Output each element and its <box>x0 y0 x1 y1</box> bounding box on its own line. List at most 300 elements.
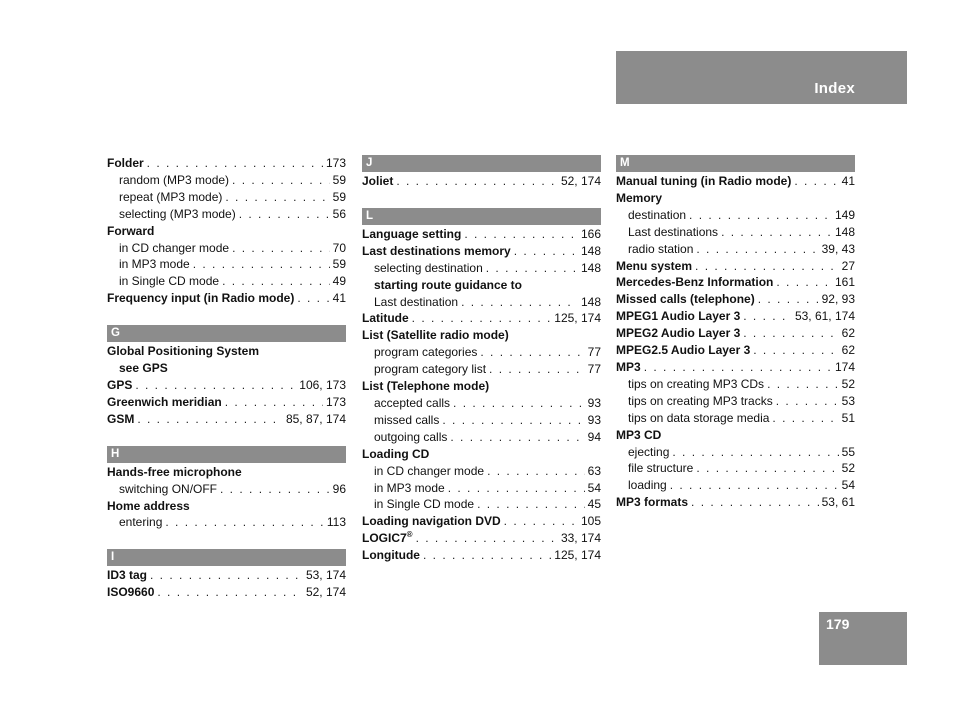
section-gap <box>362 190 601 208</box>
entry-term-text: repeat (MP3 mode) <box>119 189 223 204</box>
entry-page-refs: 106, 173 <box>299 377 346 392</box>
entry-page-refs: 55 <box>841 444 855 459</box>
dot-leader <box>487 463 585 480</box>
dot-leader <box>776 274 832 291</box>
entry-term-text: GSM <box>107 411 135 426</box>
header-tab <box>616 51 907 104</box>
entry-term-text: MPEG2 Audio Layer 3 <box>616 326 741 341</box>
section-gap <box>107 428 346 446</box>
entry-term <box>119 172 229 189</box>
section-letter-header: J <box>362 155 601 172</box>
index-subentry <box>362 294 601 311</box>
index-entry <box>616 325 855 342</box>
entry-term <box>107 155 144 172</box>
entry-term-text: Last destinations <box>628 224 719 239</box>
entry-term <box>628 241 693 258</box>
index-entry <box>362 327 601 344</box>
entry-term <box>374 361 486 378</box>
entry-term-text: in MP3 mode <box>119 257 190 272</box>
entry-page-refs: 148 <box>580 260 601 275</box>
entry-term-text: Language setting <box>362 226 462 241</box>
entry-term <box>616 325 740 342</box>
index-subentry <box>616 460 855 477</box>
entry-term <box>107 567 147 584</box>
entry-term-text: ejecting <box>628 444 670 459</box>
entry-term-text: in MP3 mode <box>374 480 445 495</box>
dot-leader <box>670 477 839 494</box>
entry-term-text: MP3 CD <box>616 427 662 442</box>
entry-term-text: Joliet <box>362 174 394 188</box>
index-subentry <box>107 172 346 189</box>
entry-term-text: Manual tuning (in Radio mode) <box>616 174 792 188</box>
dot-leader <box>232 240 330 257</box>
index-subentry <box>362 361 601 378</box>
entry-term <box>107 411 134 428</box>
entry-page-refs: 148 <box>580 294 601 309</box>
entry-page-refs: 62 <box>841 343 855 358</box>
index-subentry <box>107 481 346 498</box>
entry-term-text: MPEG2.5 Audio Layer 3 <box>616 343 751 358</box>
index-subentry <box>107 360 346 377</box>
index-entry <box>616 258 855 275</box>
page-number: 179 <box>826 616 850 632</box>
index-entry <box>107 584 346 601</box>
entry-term-text: List (Satellite radio mode) <box>362 328 509 343</box>
index-entry <box>107 223 346 240</box>
entry-term-text: entering <box>119 515 163 530</box>
index-subentry <box>362 496 601 513</box>
index-entry <box>362 513 601 530</box>
entry-page-refs: 161 <box>834 275 855 290</box>
entry-term <box>616 274 773 291</box>
dot-leader <box>689 207 832 224</box>
entry-term <box>374 429 447 446</box>
index-entry <box>362 226 601 243</box>
section-gap <box>107 307 346 325</box>
entry-term <box>616 427 661 444</box>
entry-term <box>119 189 222 206</box>
index-entry <box>107 394 346 411</box>
index-entry <box>107 343 346 360</box>
index-subentry <box>362 412 601 429</box>
entry-term <box>628 393 773 410</box>
entry-term <box>107 343 259 360</box>
entry-term-text: radio station <box>628 241 694 256</box>
index-entry <box>616 494 855 511</box>
entry-term-text: missed calls <box>374 412 440 427</box>
section-gap <box>107 531 346 549</box>
entry-term <box>628 477 667 494</box>
entry-page-refs: 52, 174 <box>305 585 346 600</box>
entry-term <box>628 224 718 241</box>
entry-page-refs: 52 <box>841 376 855 391</box>
dot-leader <box>396 173 558 190</box>
entry-page-refs: 148 <box>580 243 601 258</box>
entry-term-text: LOGIC7 <box>362 531 407 546</box>
entry-term <box>616 308 740 325</box>
dot-leader <box>696 241 818 258</box>
entry-page-refs: 59 <box>332 189 346 204</box>
entry-page-refs: 77 <box>587 345 601 360</box>
entry-page-refs: 52, 174 <box>560 174 601 188</box>
dot-leader <box>147 155 323 172</box>
entry-term-text: Frequency input (in Radio mode) <box>107 291 295 306</box>
dot-leader <box>135 377 296 394</box>
entry-term <box>628 460 693 477</box>
index-subentry <box>616 207 855 224</box>
index-subentry <box>616 241 855 258</box>
index-subentry <box>362 463 601 480</box>
dot-leader <box>776 393 839 410</box>
entry-term-text: ISO9660 <box>107 585 155 600</box>
index-entry <box>616 308 855 325</box>
index-column-2 <box>362 155 601 564</box>
dot-leader <box>514 243 578 260</box>
entry-term-text: MP3 <box>616 359 641 374</box>
index-subentry <box>616 224 855 241</box>
entry-page-refs: 125, 174 <box>554 548 601 563</box>
dot-leader <box>504 513 578 530</box>
entry-term <box>362 513 501 530</box>
entry-term-text: MP3 formats <box>616 495 689 510</box>
entry-page-refs: 54 <box>587 480 601 495</box>
entry-page-refs: 59 <box>332 257 346 272</box>
dot-leader <box>416 530 558 547</box>
entry-term <box>107 498 190 515</box>
entry-term <box>119 360 168 377</box>
entry-term-text: see GPS <box>119 361 168 376</box>
entry-term-text: Hands-free microphone <box>107 464 242 479</box>
entry-term-text: Forward <box>107 223 155 238</box>
entry-term <box>119 206 236 223</box>
entry-term <box>616 190 662 207</box>
entry-term-text: selecting (MP3 mode) <box>119 206 236 221</box>
entry-term-text: Loading navigation DVD <box>362 514 501 529</box>
entry-page-refs: 113 <box>326 515 346 530</box>
entry-term-text: Greenwich meridian <box>107 394 222 409</box>
entry-term-text: tips on creating MP3 tracks <box>628 393 773 408</box>
entry-term <box>628 410 769 427</box>
entry-term-text: tips on creating MP3 CDs <box>628 376 765 391</box>
entry-term <box>374 463 484 480</box>
index-entry <box>616 427 855 444</box>
entry-term <box>616 342 750 359</box>
dot-leader <box>772 410 838 427</box>
entry-term <box>362 547 420 564</box>
entry-term <box>374 496 474 513</box>
dot-leader <box>644 359 832 376</box>
dot-leader <box>297 290 329 307</box>
entry-page-refs: 54 <box>841 478 855 493</box>
entry-term-text: Latitude <box>362 311 409 326</box>
entry-term <box>616 258 692 275</box>
dot-leader <box>461 294 578 311</box>
entry-term <box>374 260 483 277</box>
entry-page-refs: 105 <box>580 514 601 529</box>
entry-page-refs: 92, 93 <box>821 292 855 307</box>
entry-term-text: Missed calls (telephone) <box>616 292 755 307</box>
entry-term <box>119 514 162 531</box>
entry-term <box>362 530 413 547</box>
dot-leader <box>721 224 832 241</box>
dot-leader <box>412 310 552 327</box>
entry-term-text: in CD changer mode <box>374 463 485 478</box>
index-subentry <box>107 256 346 273</box>
entry-page-refs: 51 <box>841 410 855 425</box>
entry-term-text: switching ON/OFF <box>119 481 218 496</box>
index-subentry <box>616 444 855 461</box>
index-subentry <box>362 395 601 412</box>
entry-term <box>616 494 688 511</box>
entry-term <box>628 207 686 224</box>
dot-leader <box>150 567 303 584</box>
dot-leader <box>165 514 323 531</box>
entry-term <box>107 584 154 601</box>
entry-term-text: Menu system <box>616 258 693 273</box>
entry-term-text: loading <box>628 478 667 493</box>
entry-page-refs: 27 <box>841 258 855 273</box>
entry-term-text: Last destinations memory <box>362 243 511 258</box>
entry-term <box>374 294 458 311</box>
entry-term <box>362 446 429 463</box>
entry-page-refs: 49 <box>332 274 346 289</box>
entry-term-text: tips on data storage media <box>628 410 770 425</box>
index-entry <box>107 155 346 172</box>
dot-leader <box>442 412 584 429</box>
dot-leader <box>232 172 330 189</box>
entry-page-refs: 53, 174 <box>305 568 346 583</box>
entry-page-refs: 85, 87, 174 <box>285 411 346 426</box>
entry-page-refs: 174 <box>834 359 855 374</box>
entry-term-text: program category list <box>374 362 487 377</box>
entry-term-text: in Single CD mode <box>119 274 220 289</box>
entry-term-text: GPS <box>107 377 133 392</box>
page-title: Index <box>814 80 855 97</box>
index-entry <box>616 274 855 291</box>
entry-term-text: ID3 tag <box>107 568 148 583</box>
entry-term <box>628 376 764 393</box>
entry-page-refs: 77 <box>587 362 601 377</box>
index-subentry <box>362 429 601 446</box>
dot-leader <box>477 496 585 513</box>
dot-leader <box>453 395 585 412</box>
entry-term <box>362 310 409 327</box>
entry-term-text: program categories <box>374 345 478 360</box>
entry-page-refs: 94 <box>587 429 601 444</box>
entry-page-refs: 41 <box>841 174 855 188</box>
dot-leader <box>157 584 303 601</box>
entry-page-refs: 53, 61, 174 <box>794 309 855 324</box>
entry-term <box>362 327 509 344</box>
entry-term <box>362 378 489 395</box>
dot-leader <box>464 226 578 243</box>
index-subentry <box>362 344 601 361</box>
entry-page-refs: 93 <box>587 412 601 427</box>
entry-term-text: Loading CD <box>362 446 430 461</box>
entry-page-refs: 56 <box>332 206 346 221</box>
dot-leader <box>193 256 330 273</box>
entry-term <box>107 290 294 307</box>
dot-leader <box>794 173 838 190</box>
index-subentry <box>616 410 855 427</box>
entry-term <box>362 243 511 260</box>
dot-leader <box>696 460 838 477</box>
dot-leader <box>672 444 838 461</box>
section-letter-header: M <box>616 155 855 172</box>
entry-term-text: Longitude <box>362 548 420 563</box>
index-entry <box>616 359 855 376</box>
index-subentry <box>107 273 346 290</box>
index-entry <box>362 310 601 327</box>
entry-term <box>616 291 755 308</box>
index-entry <box>362 547 601 564</box>
entry-term <box>119 273 219 290</box>
index-subentry <box>616 393 855 410</box>
entry-term <box>616 359 641 376</box>
index-entry <box>362 243 601 260</box>
index-entry <box>107 290 346 307</box>
dot-leader <box>225 394 323 411</box>
entry-page-refs: 63 <box>587 463 601 478</box>
entry-term <box>107 394 222 411</box>
entry-term-text: file structure <box>628 461 694 476</box>
index-column-1 <box>107 155 346 601</box>
section-letter-header: I <box>107 549 346 566</box>
index-entry <box>362 446 601 463</box>
entry-term-text: accepted calls <box>374 395 451 410</box>
entry-page-refs: 45 <box>587 497 601 512</box>
entry-page-refs: 59 <box>332 172 346 187</box>
entry-page-refs: 96 <box>332 481 346 496</box>
page-number-box <box>819 612 907 665</box>
dot-leader <box>222 273 330 290</box>
index-subentry <box>107 514 346 531</box>
entry-term <box>374 480 445 497</box>
index-entry <box>616 291 855 308</box>
index-subentry <box>616 376 855 393</box>
entry-term-text: Last destination <box>374 294 459 309</box>
entry-term-text: destination <box>628 207 687 222</box>
registered-mark: ® <box>406 530 413 540</box>
entry-term <box>119 256 190 273</box>
index-subentry <box>362 260 601 277</box>
entry-page-refs: 93 <box>587 395 601 410</box>
index-entry <box>107 464 346 481</box>
index-subentry <box>107 240 346 257</box>
dot-leader <box>450 429 584 446</box>
index-entry <box>107 411 346 428</box>
entry-term-text: Global Positioning System <box>107 344 260 359</box>
entry-term-text: in Single CD mode <box>374 497 475 512</box>
dot-leader <box>480 344 584 361</box>
entry-term-text: Home address <box>107 498 190 513</box>
entry-term <box>628 444 669 461</box>
entry-term-text: MPEG1 Audio Layer 3 <box>616 309 741 324</box>
dot-leader <box>753 342 838 359</box>
entry-page-refs: 125, 174 <box>554 311 601 326</box>
index-subentry <box>107 189 346 206</box>
entry-term-text: selecting destination <box>374 260 483 275</box>
index-entry <box>616 173 855 190</box>
entry-term-text: random (MP3 mode) <box>119 172 230 187</box>
entry-page-refs: 149 <box>834 207 855 222</box>
entry-page-refs: 173 <box>325 156 346 170</box>
entry-term <box>362 226 461 243</box>
entry-term <box>374 344 477 361</box>
dot-leader <box>486 260 578 277</box>
index-column-3 <box>616 155 855 511</box>
entry-page-refs: 52 <box>841 461 855 476</box>
index-subentry <box>107 206 346 223</box>
entry-page-refs: 62 <box>841 326 855 341</box>
entry-term <box>362 173 393 190</box>
entry-term-text: starting route guidance to <box>374 277 523 292</box>
entry-term-text: Memory <box>616 190 663 205</box>
entry-term <box>107 377 132 394</box>
index-subentry <box>362 277 601 294</box>
dot-leader <box>423 547 551 564</box>
entry-term <box>107 223 154 240</box>
dot-leader <box>489 361 585 378</box>
entry-term <box>374 412 439 429</box>
index-entry <box>362 378 601 395</box>
index-entry <box>616 342 855 359</box>
dot-leader <box>767 376 839 393</box>
entry-term <box>119 481 217 498</box>
dot-leader <box>743 325 838 342</box>
index-subentry <box>616 477 855 494</box>
section-letter-header: G <box>107 325 346 342</box>
entry-term <box>374 395 450 412</box>
dot-leader <box>225 189 329 206</box>
index-entry <box>107 498 346 515</box>
index-entry <box>362 530 601 547</box>
index-entry <box>616 190 855 207</box>
entry-page-refs: 70 <box>332 240 346 255</box>
entry-term <box>119 240 229 257</box>
entry-page-refs: 53, 61 <box>821 495 855 510</box>
dot-leader <box>448 480 585 497</box>
entry-term-text: List (Telephone mode) <box>362 379 490 394</box>
index-entry <box>107 567 346 584</box>
dot-leader <box>137 411 283 428</box>
entry-page-refs: 39, 43 <box>821 241 855 256</box>
entry-term <box>374 277 522 294</box>
dot-leader <box>695 258 839 275</box>
section-letter-header: L <box>362 208 601 225</box>
entry-page-refs: 41 <box>332 291 346 306</box>
entry-term <box>107 464 242 481</box>
entry-term <box>616 173 791 190</box>
dot-leader <box>220 481 330 498</box>
entry-term-text: Mercedes-Benz Information <box>616 275 774 290</box>
dot-leader <box>758 291 819 308</box>
entry-page-refs: 53 <box>841 393 855 408</box>
entry-page-refs: 148 <box>834 224 855 239</box>
entry-page-refs: 33, 174 <box>560 531 601 546</box>
entry-page-refs: 173 <box>325 394 346 409</box>
dot-leader <box>743 308 792 325</box>
index-entry <box>107 377 346 394</box>
entry-term-text: in CD changer mode <box>119 240 230 255</box>
index-subentry <box>362 480 601 497</box>
entry-term-text: outgoing calls <box>374 429 448 444</box>
index-entry <box>362 173 601 190</box>
entry-term-text: Folder <box>107 156 144 170</box>
dot-leader <box>239 206 330 223</box>
section-letter-header: H <box>107 446 346 463</box>
entry-page-refs: 166 <box>580 226 601 241</box>
